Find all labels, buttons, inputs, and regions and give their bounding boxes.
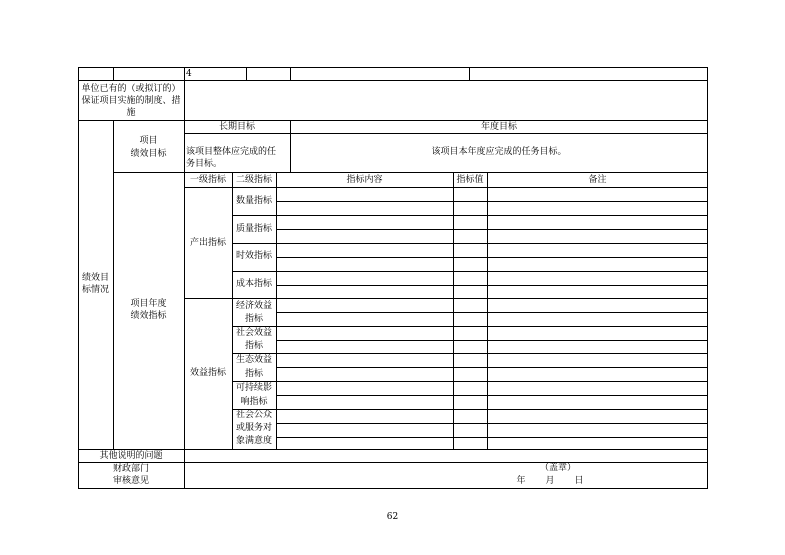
rule (232, 381, 708, 382)
satisfaction-line3: 象满意度 (235, 436, 272, 446)
rule (276, 172, 277, 450)
rule (184, 298, 708, 299)
ecological-benefit-line2: 指标 (244, 369, 263, 379)
rule (78, 449, 708, 450)
rule (232, 215, 708, 216)
project-goal-label-line1: 项目 (139, 136, 158, 146)
annual-indicator-label-line1: 项目年度 (130, 299, 167, 309)
ecological-benefit-line1: 生态效益 (235, 355, 272, 365)
rule (232, 409, 708, 410)
guarantee-label-line1: 单位已有的（或拟订的） (81, 84, 181, 94)
rule (276, 437, 708, 438)
finance-review-label-line2: 审核意见 (112, 476, 149, 486)
rule (246, 67, 247, 81)
long-term-goal-header: 长期目标 (218, 122, 255, 132)
guarantee-label-line2: 保证项目实施的制度、措 (81, 96, 181, 106)
rule (78, 488, 708, 489)
satisfaction-line2: 或服务对 (235, 423, 272, 433)
quality-indicator: 质量指标 (235, 224, 272, 234)
rule (276, 285, 708, 286)
rule (78, 67, 708, 68)
rule (113, 172, 708, 173)
header-level1-indicator: 一级指标 (189, 175, 226, 185)
other-notes-label: 其他说明的问题 (99, 451, 163, 461)
rule (276, 395, 708, 396)
satisfaction-line1: 社会公众 (235, 410, 272, 420)
timeliness-indicator: 时效指标 (235, 251, 272, 261)
rule (184, 187, 708, 188)
rule (184, 133, 708, 134)
rule (276, 340, 708, 341)
economic-benefit-line1: 经济效益 (235, 301, 272, 311)
rule (113, 120, 114, 450)
annual-goal-text: 该项目本年度应完成的任务目标。 (431, 147, 567, 157)
rule (276, 367, 708, 368)
rule (469, 67, 470, 81)
output-indicator-label: 产出指标 (189, 238, 226, 248)
finance-review-label-line1: 财政部门 (112, 464, 149, 474)
rule (78, 462, 708, 463)
rule (453, 172, 454, 450)
guarantee-label-line3: 施 (126, 108, 136, 118)
cost-indicator: 成本指标 (235, 279, 272, 289)
seal-text: （盖章） (539, 463, 576, 473)
sustainability-impact-line2: 响指标 (240, 397, 268, 407)
top-row-value: 4 (186, 69, 192, 79)
rule (232, 326, 708, 327)
rule (78, 120, 708, 121)
sustainability-impact-line1: 可持续影 (235, 383, 272, 393)
rule (276, 229, 708, 230)
perf-section-label-line1: 绩效目 (81, 273, 109, 283)
date-day: 日 (574, 476, 584, 486)
long-term-goal-text-line1: 该项目整体应完成的任 (186, 147, 277, 157)
rule (232, 271, 708, 272)
rule (290, 67, 291, 81)
perf-section-label-line2: 标情况 (81, 285, 109, 295)
rule (487, 172, 488, 450)
page-number: 62 (386, 512, 399, 522)
date-year: 年 (516, 476, 526, 486)
rule (232, 243, 708, 244)
social-benefit-line1: 社会效益 (235, 328, 272, 338)
economic-benefit-line2: 指标 (244, 314, 263, 324)
social-benefit-line2: 指标 (244, 341, 263, 351)
benefit-indicator-label: 效益指标 (189, 368, 226, 378)
rule (276, 201, 708, 202)
quantity-indicator: 数量指标 (235, 196, 272, 206)
header-remarks: 备注 (588, 175, 607, 185)
annual-indicator-label-line2: 绩效指标 (130, 311, 167, 321)
project-goal-label-line2: 绩效目标 (130, 149, 167, 159)
rule (113, 67, 114, 81)
rule (78, 80, 708, 81)
date-month: 月 (545, 476, 555, 486)
annual-goal-header: 年度目标 (480, 122, 517, 132)
rule (232, 353, 708, 354)
header-indicator-value: 指标值 (456, 175, 484, 185)
rule (276, 423, 708, 424)
header-indicator-content: 指标内容 (346, 175, 383, 185)
header-level2-indicator: 二级指标 (235, 175, 272, 185)
rule (276, 257, 708, 258)
long-term-goal-text-line2: 务目标。 (186, 159, 223, 169)
rule (276, 312, 708, 313)
